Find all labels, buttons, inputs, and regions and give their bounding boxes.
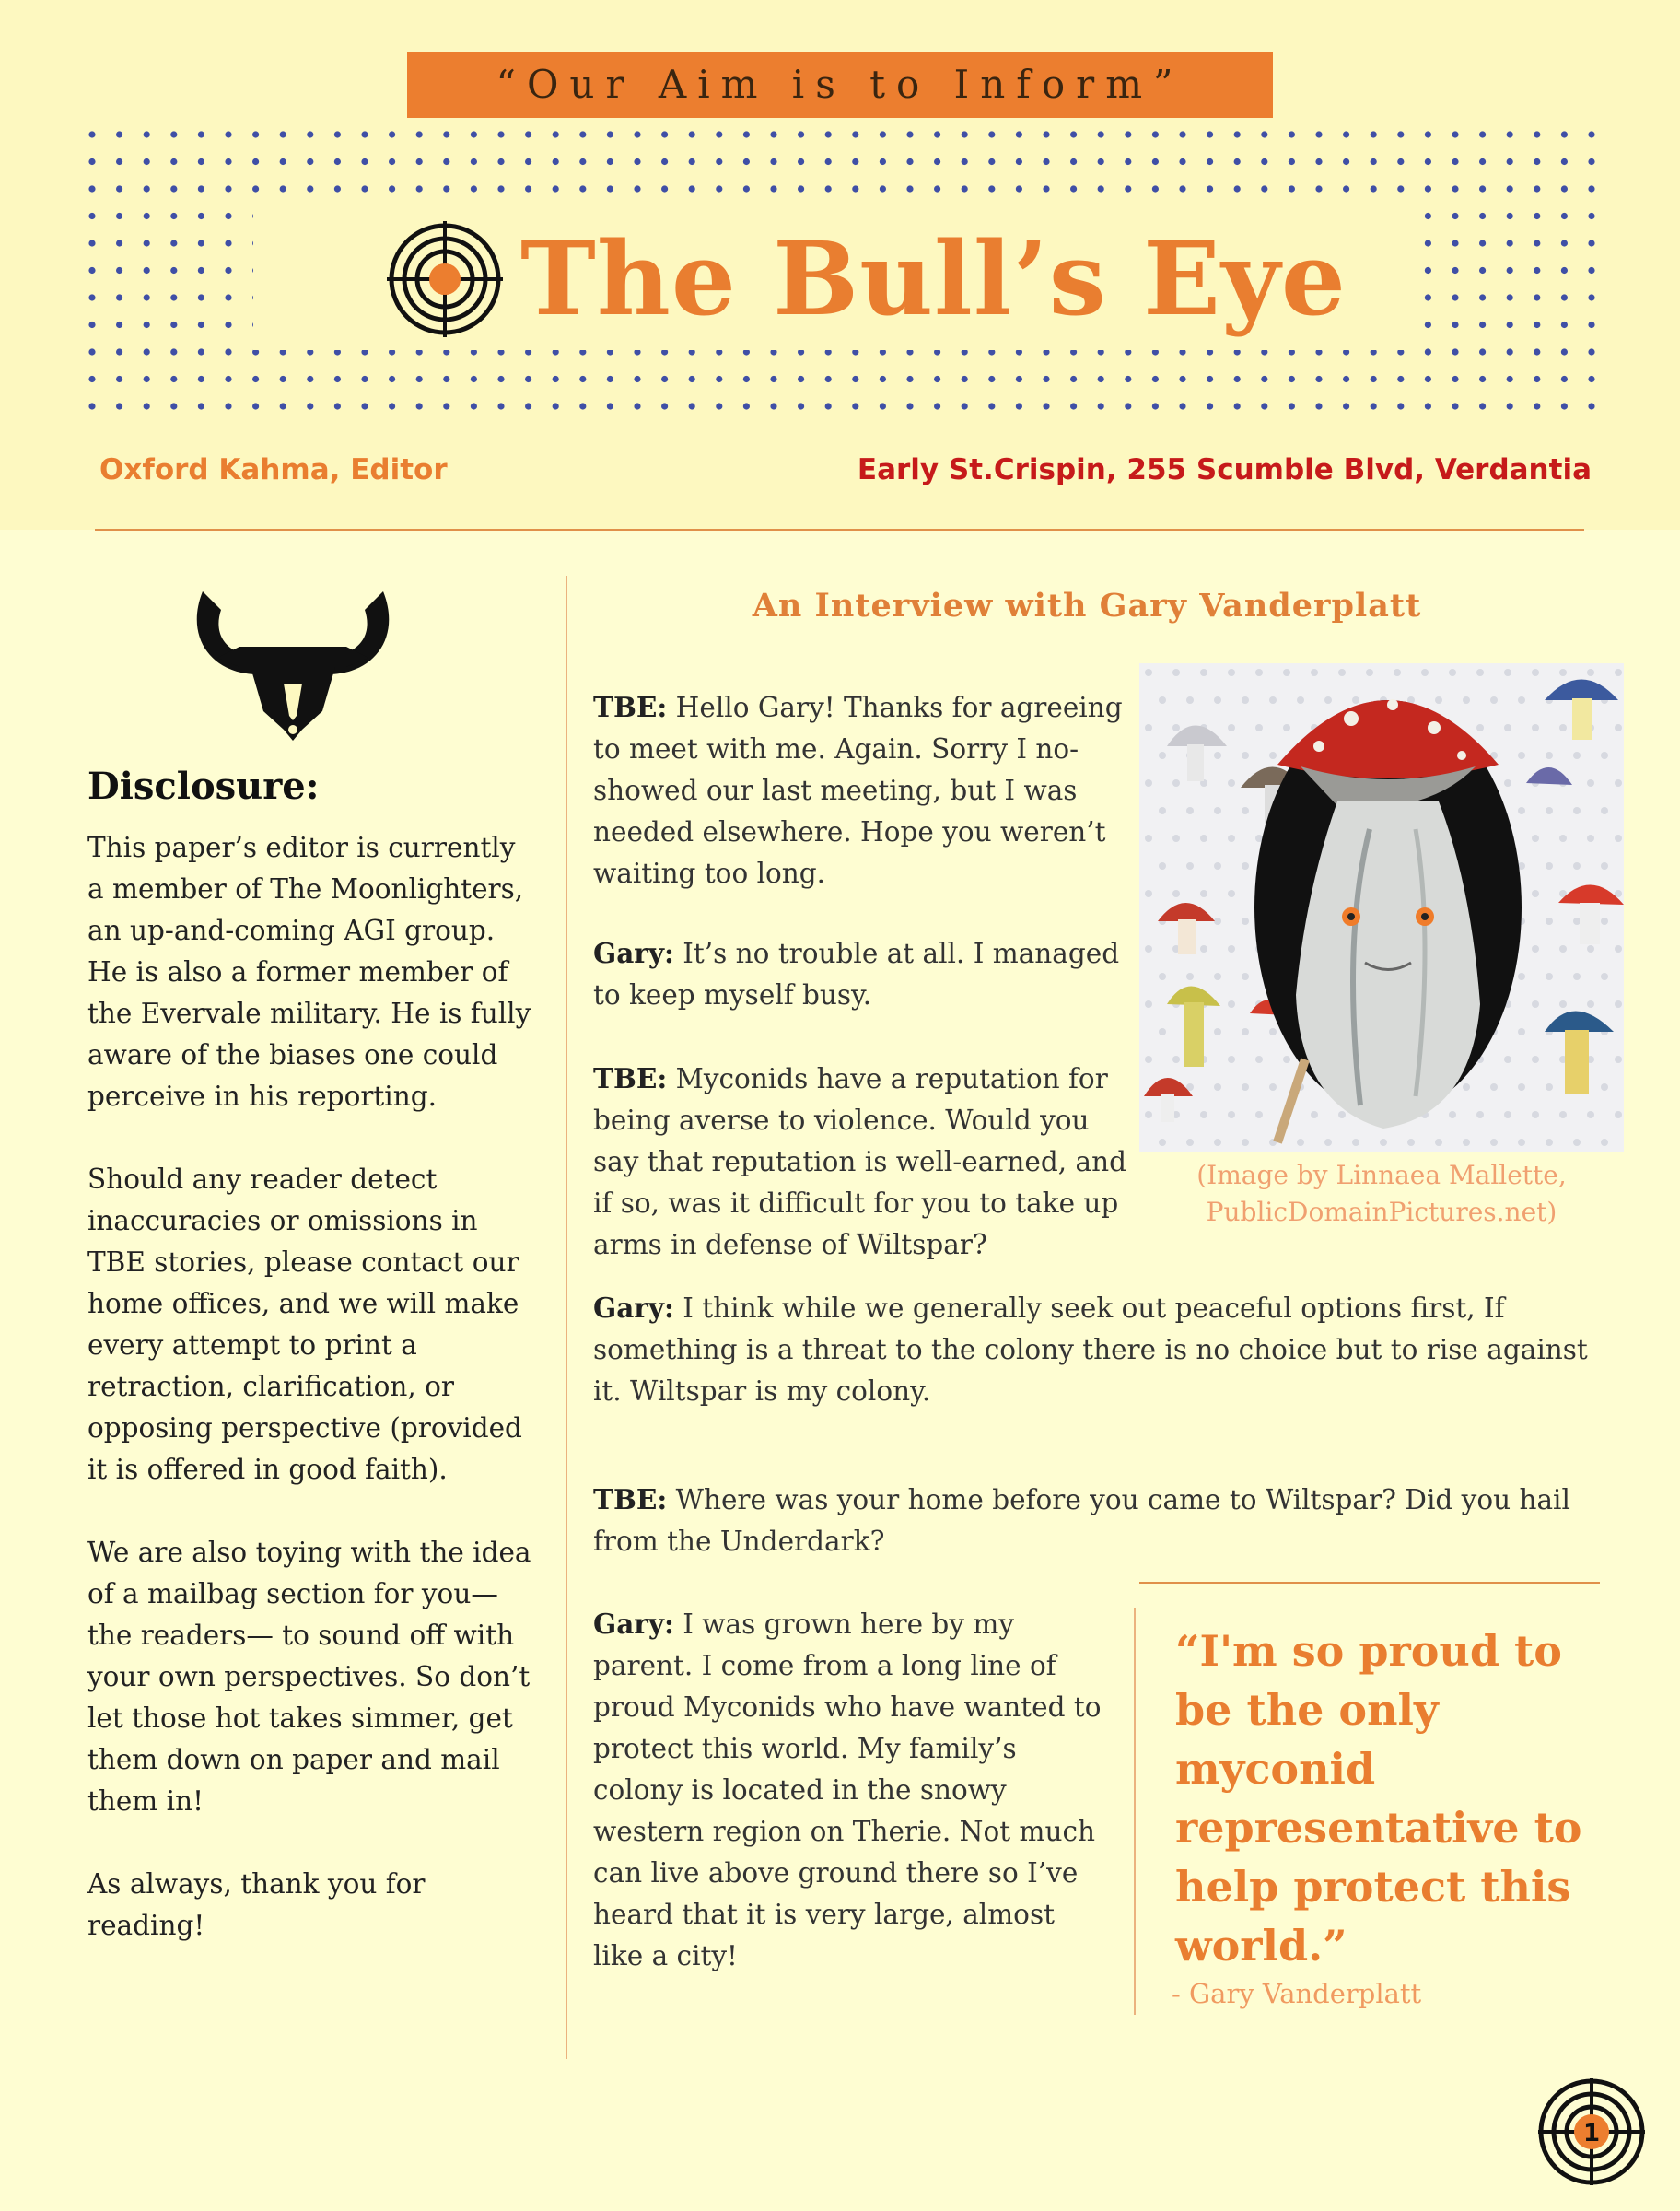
interview-question <box>593 686 1127 895</box>
image-caption: (Image by Linnaea Mallette, PublicDomainPictures.net) <box>1196 1160 1567 1227</box>
column-divider <box>566 576 567 2059</box>
interview-text: I was grown here by my parent. I come from a long line of proud Myconids who have wanted to protect this world. My family’s colony is located in the snowy western region on Therie. Not much can live above ground there so I’ve heard that it is very large, almost like a city! <box>593 1609 1102 1971</box>
interview-answer <box>593 1287 1606 1412</box>
pull-quote-side-rule <box>1134 1608 1136 2015</box>
disclosure-paragraph: As always, thank you for reading! <box>88 1868 426 1941</box>
speaker-label: TBE: <box>593 1062 668 1094</box>
pull-quote-rule <box>1139 1582 1600 1584</box>
speaker-label: Gary: <box>593 937 674 969</box>
pull-quote: “I'm so proud to be the only myconid representative to help protect this world.” <box>1175 1626 1582 1971</box>
interview-text: It’s no trouble at all. I managed to keep myself busy. <box>593 938 1120 1011</box>
interview-text: Hello Gary! Thanks for agreeing to meet with me. Again. Sorry I no-showed our last meeting, but I was needed elsewhere. Hope you weren’t waiting too long. <box>593 692 1123 889</box>
interview-question <box>593 1479 1606 1562</box>
bullseye-logo-icon <box>387 221 503 337</box>
interview-answer <box>593 1603 1109 1977</box>
tagline: “Our Aim is to Inform” <box>407 52 1273 118</box>
header-divider <box>95 529 1584 531</box>
disclosure-heading: Disclosure: <box>88 765 320 808</box>
disclosure-paragraph: We are also toying with the idea of a mailbag section for you—the readers— to sound off with your own perspectives. So don’t let those hot takes simmer, get them down on paper and mail them in! <box>88 1537 531 1817</box>
interview-text: Myconids have a reputation for being averse to violence. Would you say that reputation is well-earned, and if so, was it difficult for you to take up arms in defense of Wiltspar? <box>593 1063 1126 1260</box>
speaker-label: Gary: <box>593 1608 674 1640</box>
disclosure-paragraph: Should any reader detect inaccuracies or omissions in TBE stories, please contact our home offices, and we will make every attempt to print a retraction, clarification, or opposing perspective (provided it is offered in good faith). <box>88 1164 522 1485</box>
disclosure-paragraph: This paper’s editor is currently a member of The Moonlighters, an up-and-coming AGI group. He is also a former member of the Evervale military. He is fully aware of the biases one could perceive in his reporting. <box>88 832 531 1112</box>
page-number: 1 <box>1582 2120 1601 2147</box>
disclosure-text <box>88 827 539 1988</box>
speaker-label: TBE: <box>593 691 668 723</box>
interview-text: Where was your home before you came to Wiltspar? Did you hail from the Underdark? <box>593 1484 1570 1557</box>
speaker-label: TBE: <box>593 1483 668 1515</box>
interview-question <box>593 1058 1127 1266</box>
speaker-label: Gary: <box>593 1292 674 1324</box>
mushroom-illustration <box>1139 663 1624 1152</box>
address-line: Early St.Crispin, 255 Scumble Blvd, Verdantia <box>857 453 1592 486</box>
page-number-badge <box>1536 2076 1647 2187</box>
pull-quote-attribution: - Gary Vanderplatt <box>1172 1978 1422 2009</box>
newspaper-title: The Bull’s Eye <box>520 219 1347 338</box>
article-title: An Interview with Gary Vanderplatt <box>752 587 1422 625</box>
bull-head-icon <box>184 582 402 741</box>
interview-text: I think while we generally seek out peaceful options first, If something is a threat to the colony there is no choice but to rise against it. Wiltspar is my colony. <box>593 1293 1588 1407</box>
interview-answer <box>593 932 1127 1016</box>
editor-credit: Oxford Kahma, Editor <box>99 453 448 486</box>
